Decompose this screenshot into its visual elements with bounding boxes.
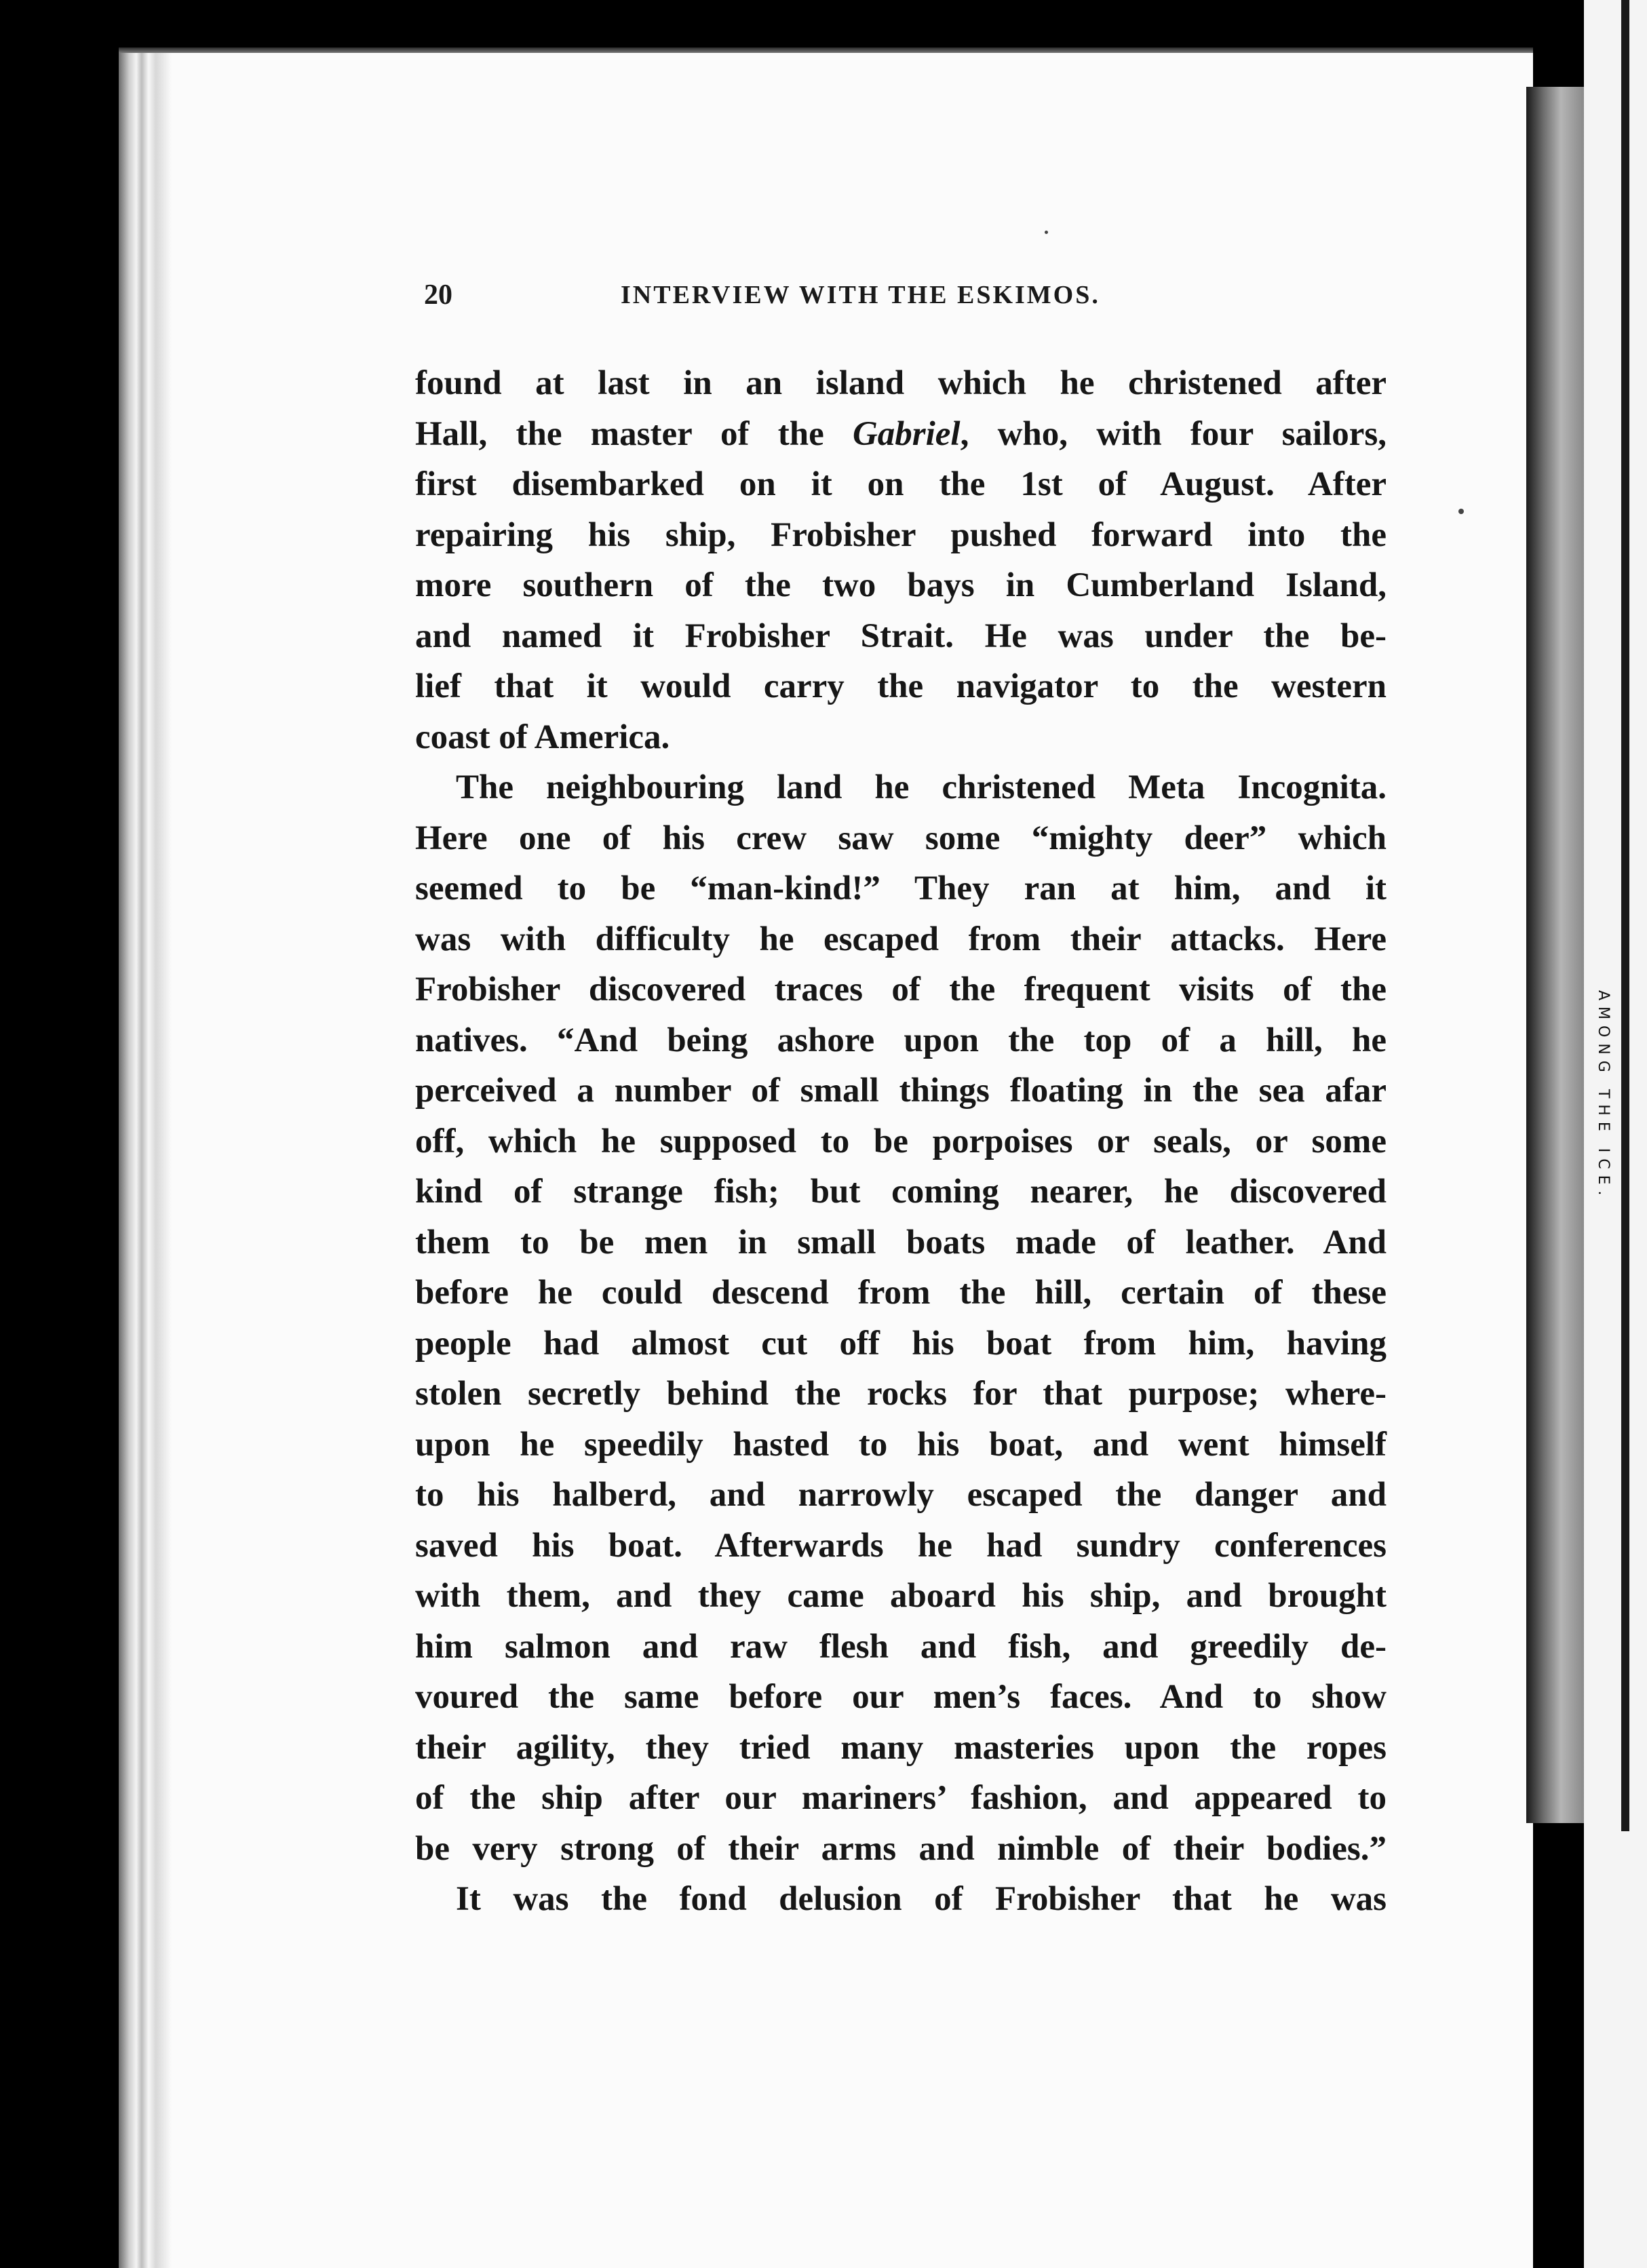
text-segment: Hall, the master of the — [415, 414, 853, 453]
text-line: Here one of his crew saw some “mighty deer” which — [415, 819, 1387, 857]
text-line — [415, 409, 1387, 460]
text-line: more southern of the two bays in Cumberland Island, — [415, 566, 1387, 604]
body-text — [415, 358, 1387, 2196]
text-line: be very strong of their arms and nimble of their bodies.” — [415, 1829, 1387, 1868]
text-line: seemed to be “man-kind!” They ran at him, and it — [415, 869, 1387, 907]
page-gutter-edge — [119, 53, 207, 2268]
page-number: 20 — [424, 279, 452, 311]
text-line: lief that it would carry the navigator to the western — [415, 667, 1387, 705]
ship-name: Gabriel — [852, 414, 961, 453]
text-line: perceived a number of small things floating in the sea afar — [415, 1072, 1387, 1110]
running-title: INTERVIEW WITH THE ESKIMOS. — [621, 281, 1100, 309]
text-line: natives. “And being ashore upon the top of a hill, he — [415, 1021, 1387, 1059]
text-line: kind of strange fish; but coming nearer, he discovered — [415, 1173, 1387, 1211]
text-line: saved his boat. Afterwards he had sundry conferences — [415, 1526, 1387, 1565]
text-line: him salmon and raw flesh and fish, and greedily de- — [415, 1627, 1387, 1666]
text-line: with them, and they came aboard his ship, and brought — [415, 1577, 1387, 1615]
facing-page-edge — [1526, 87, 1584, 1823]
text-line: It was the fond delusion of Frobisher that he was — [456, 1880, 1387, 1918]
facing-page-gap — [1621, 0, 1629, 1831]
text-line: and named it Frobisher Strait. He was under the be- — [415, 617, 1387, 655]
text-line: coast of America. — [415, 718, 670, 756]
ink-speck — [1045, 231, 1048, 234]
text-line: before he could descend from the hill, certain of these — [415, 1274, 1387, 1312]
text-line: found at last in an island which he christened after — [415, 364, 1387, 402]
text-line: to his halberd, and narrowly escaped the danger and — [415, 1476, 1387, 1514]
text-line: upon he speedily hasted to his boat, and went himself — [415, 1425, 1387, 1464]
text-segment: , who, with four sailors, — [960, 414, 1387, 453]
text-line: people had almost cut off his boat from him, having — [415, 1324, 1387, 1363]
text-line: was with difficulty he escaped from their attacks. Here — [415, 920, 1387, 958]
text-line: first disembarked on it on the 1st of August. After — [415, 465, 1387, 503]
text-line: repairing his ship, Frobisher pushed forward into the — [415, 515, 1387, 554]
text-line: them to be men in small boats made of leather. And — [415, 1223, 1387, 1262]
facing-page-running-title: AMONG THE ICE. — [1595, 990, 1612, 1202]
text-line: of the ship after our mariners’ fashion, and appeared to — [415, 1779, 1387, 1817]
text-line: their agility, they tried many masteries upon the ropes — [415, 1728, 1387, 1767]
text-line: Frobisher discovered traces of the frequent visits of the — [415, 971, 1387, 1009]
running-head — [424, 268, 1462, 322]
ink-speck — [1458, 509, 1464, 514]
text-line: stolen secretly behind the rocks for that purpose; where- — [415, 1375, 1387, 1413]
text-line: off, which he supposed to be porpoises or seals, or some — [415, 1122, 1387, 1160]
text-line: The neighbouring land he christened Meta Incognita. — [456, 768, 1387, 806]
text-line: voured the same before our men’s faces. And to show — [415, 1678, 1387, 1716]
